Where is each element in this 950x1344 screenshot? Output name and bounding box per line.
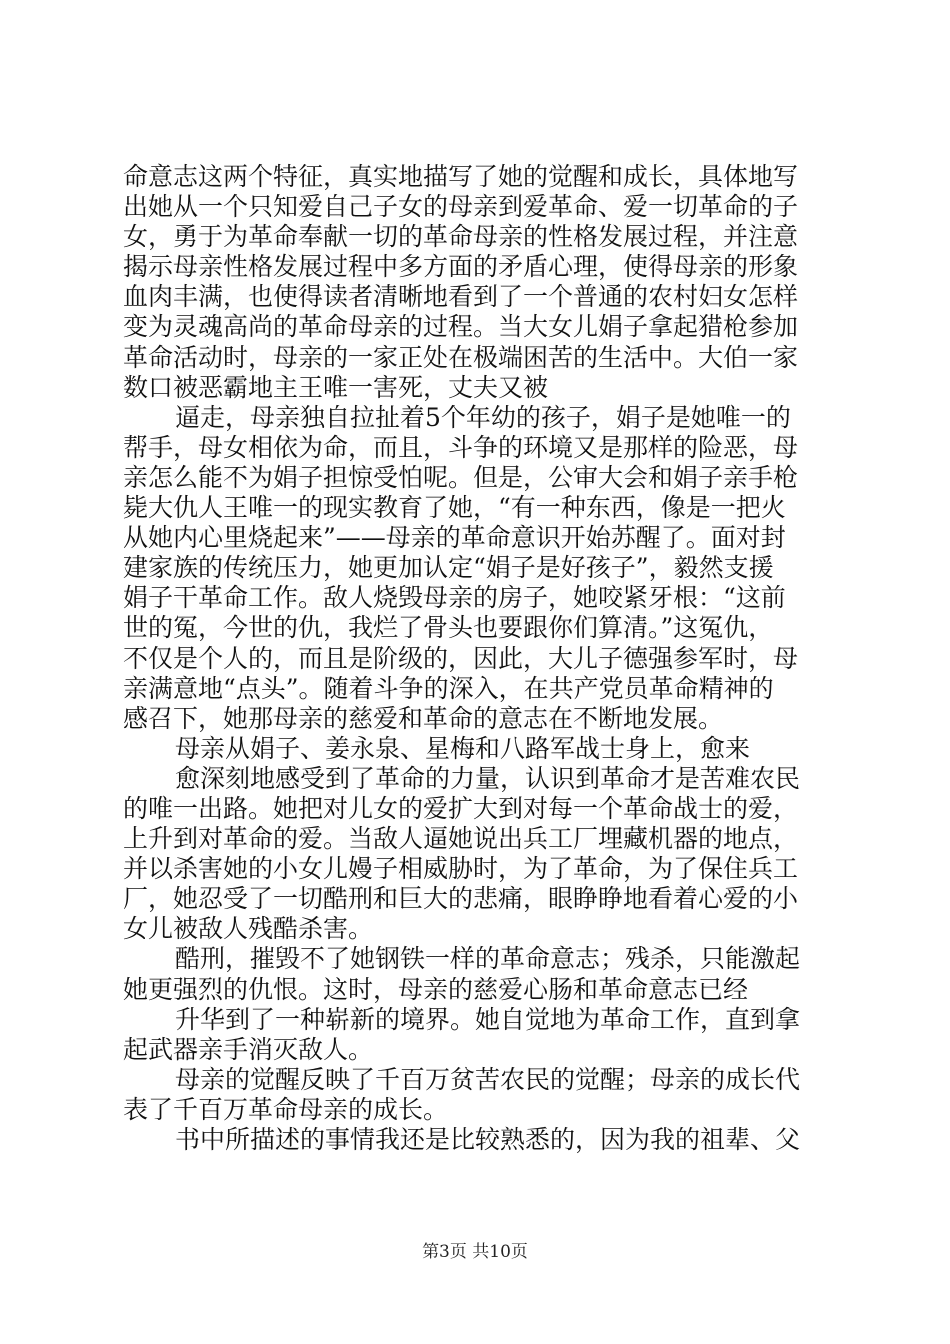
text-line: 亲满意地“点头”。随着斗争的深入，在共产党员革命精神的 <box>123 673 774 703</box>
text-line: 出她从一个只知爱自己子女的母亲到爱革命、爱一切革命的子 <box>123 192 799 222</box>
text-line: 女，勇于为革命奉献一切的革命母亲的性格发展过程，并注意 <box>123 222 799 252</box>
text-line: 她更强烈的仇恨。这时，母亲的慈爱心肠和革命意志已经 <box>123 974 749 1004</box>
text-line: 从她内心里烧起来”——母亲的革命意识开始苏醒了。面对封 <box>123 523 786 553</box>
page-number-footer: 第3页 共10页 <box>422 1242 528 1262</box>
text-line: 书中所描述的事情我还是比较熟悉的，因为我的祖辈、父 <box>175 1125 801 1154</box>
text-line: 厂，她忍受了一切酷刑和巨大的悲痛，眼睁睁地看着心爱的小 <box>123 884 799 914</box>
text-line: 酷刑，摧毁不了她钢铁一样的革命意志；残杀，只能激起 <box>175 944 801 974</box>
text-line: 母亲的觉醒反映了千百万贫苦农民的觉醒；母亲的成长代 <box>175 1064 801 1094</box>
text-line: 不仅是个人的，而且是阶级的，因此，大儿子德强参军时，母 <box>123 643 799 673</box>
text-line: 亲怎么能不为娟子担惊受怕呢。但是，公审大会和娟子亲手枪 <box>123 462 799 492</box>
text-line: 帮手，母女相依为命，而且，斗争的环境又是那样的险恶，母 <box>123 432 799 462</box>
text-line: 变为灵魂高尚的革命母亲的过程。当大女儿娟子拿起猎枪参加 <box>123 312 799 342</box>
text-line: 的唯一出路。她把对儿女的爱扩大到对每一个革命战士的爱， <box>123 793 799 823</box>
text-line: 建家族的传统压力，她更加认定“娟子是好孩子”，毅然支援 <box>123 553 774 583</box>
text-line: 数口被恶霸地主王唯一害死，丈夫又被 <box>123 372 549 402</box>
text-line: 女儿被敌人残酷杀害。 <box>123 914 374 944</box>
text-line: 母亲从娟子、姜永泉、星梅和八路军战士身上，愈来 <box>175 733 751 763</box>
text-line: 感召下，她那母亲的慈爱和革命的意志在不断地发展。 <box>123 703 724 733</box>
text-line: 世的冤，今世的仇，我烂了骨头也要跟你们算清。”这冤仇， <box>123 613 774 643</box>
text-line: 升华到了一种崭新的境界。她自觉地为革命工作，直到拿 <box>175 1004 801 1034</box>
text-line: 血肉丰满，也使得读者清晰地看到了一个普通的农村妇女怎样 <box>123 282 799 312</box>
text-line: 起武器亲手消灭敌人。 <box>123 1034 374 1064</box>
text-line: 命意志这两个特征，真实地描写了她的觉醒和成长，具体地写 <box>123 162 799 191</box>
text-line: 毙大仇人王唯一的现实教育了她，“有一种东西，像是一把火 <box>123 493 786 523</box>
text-line: 表了千百万革命母亲的成长。 <box>123 1094 449 1124</box>
text-line: 揭示母亲性格发展过程中多方面的矛盾心理，使得母亲的形象 <box>123 252 799 282</box>
text-line: 上升到对革命的爱。当敌人逼她说出兵工厂埋藏机器的地点， <box>123 824 799 854</box>
text-line: 革命活动时，母亲的一家正处在极端困苦的生活中。大伯一家 <box>123 342 799 372</box>
text-line: 并以杀害她的小女儿嫚子相威胁时，为了革命，为了保住兵工 <box>123 854 799 884</box>
text-line: 逼走，母亲独自拉扯着5个年幼的孩子，娟子是她唯一的 <box>175 402 791 432</box>
text-line: 愈深刻地感受到了革命的力量，认识到革命才是苦难农民 <box>175 763 801 793</box>
document-body <box>123 162 833 1155</box>
text-line: 娟子干革命工作。敌人烧毁母亲的房子，她咬紧牙根：“这前 <box>123 583 786 613</box>
